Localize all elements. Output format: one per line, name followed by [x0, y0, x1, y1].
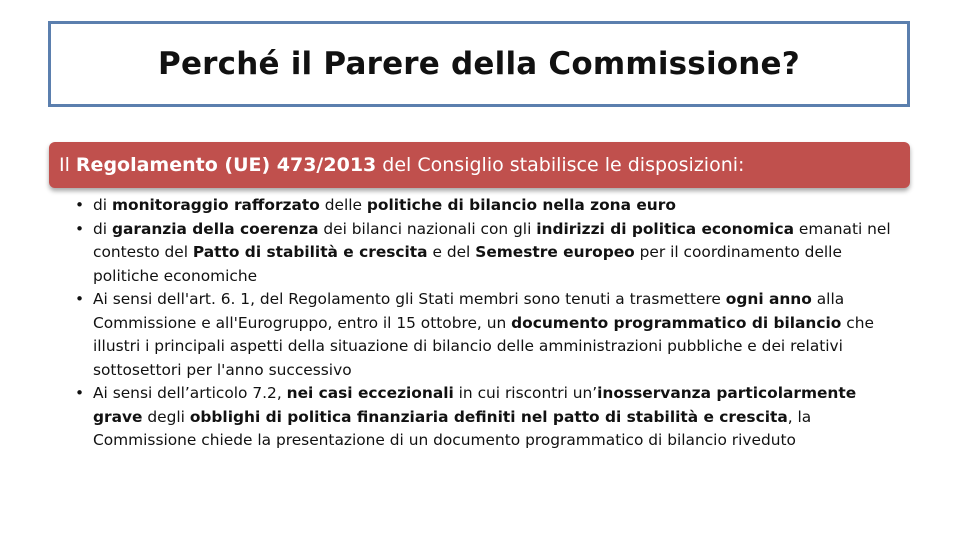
text: per il coordinamento delle politiche economiche: [93, 243, 842, 285]
bold-text: documento programmatico di bilancio: [511, 313, 842, 332]
banner-text: [59, 154, 744, 176]
subtitle-banner: [49, 142, 910, 188]
bold-text: Semestre europeo: [475, 243, 635, 261]
text: in cui riscontri un’: [453, 384, 598, 402]
text: Ai sensi dell’articolo 7.2,: [93, 384, 287, 402]
bold-text: garanzia della coerenza: [111, 219, 319, 238]
bold-text: indirizzi di politica economica: [536, 219, 794, 238]
bold-text: obblighi di politica finanziaria definiti nel patto di stabilità e crescita: [189, 407, 788, 426]
slide-title: Perché il Parere della Commissione?: [158, 46, 800, 82]
list-item: [72, 382, 892, 453]
text: di: [93, 196, 112, 214]
bullet-icon: •: [75, 196, 85, 214]
bold-text: nei casi eccezionali: [286, 384, 454, 402]
list-item: [72, 194, 892, 218]
banner-text-part: del Consiglio stabilisce le disposizioni:: [376, 154, 745, 176]
bullet-icon: •: [75, 384, 85, 402]
bullet-icon: •: [75, 219, 85, 238]
bullet-list: [72, 194, 892, 453]
text: , la Commissione chiede la presentazione di un documento programmatico di bilancio riveduto: [93, 407, 812, 449]
bold-text: politiche di bilancio nella zona euro: [366, 196, 676, 214]
text: di: [93, 219, 112, 238]
text: Ai sensi dell'art. 6. 1, del Regolamento gli Stati membri sono tenuti a trasmettere: [93, 290, 726, 308]
bold-text: inosservanza particolarmente grave: [93, 384, 857, 426]
title-box: [48, 21, 910, 107]
banner-text-part: Il: [59, 154, 76, 176]
text: emanati nel contesto del: [93, 219, 891, 261]
list-item: [72, 218, 892, 289]
text: e del: [427, 243, 476, 261]
text: degli: [142, 407, 190, 426]
text: alla Commissione e all'Eurogruppo, entro il 15 ottobre, un: [93, 290, 845, 332]
text: dei bilanci nazionali con gli: [318, 219, 537, 238]
list-item: [72, 288, 892, 382]
bold-text: Patto di stabilità e crescita: [192, 243, 428, 261]
text: delle: [319, 196, 367, 214]
banner-regulation-ref: Regolamento (UE) 473/2013: [75, 154, 377, 176]
text: che illustri i principali aspetti della situazione di bilancio delle amministrazioni pubbliche e dei relativi sottosettori per l'anno successivo: [93, 313, 874, 379]
bold-text: monitoraggio rafforzato: [111, 196, 320, 214]
bold-text: ogni anno: [725, 290, 812, 308]
bullet-icon: •: [75, 290, 85, 308]
bullet-list-container: [72, 194, 892, 453]
